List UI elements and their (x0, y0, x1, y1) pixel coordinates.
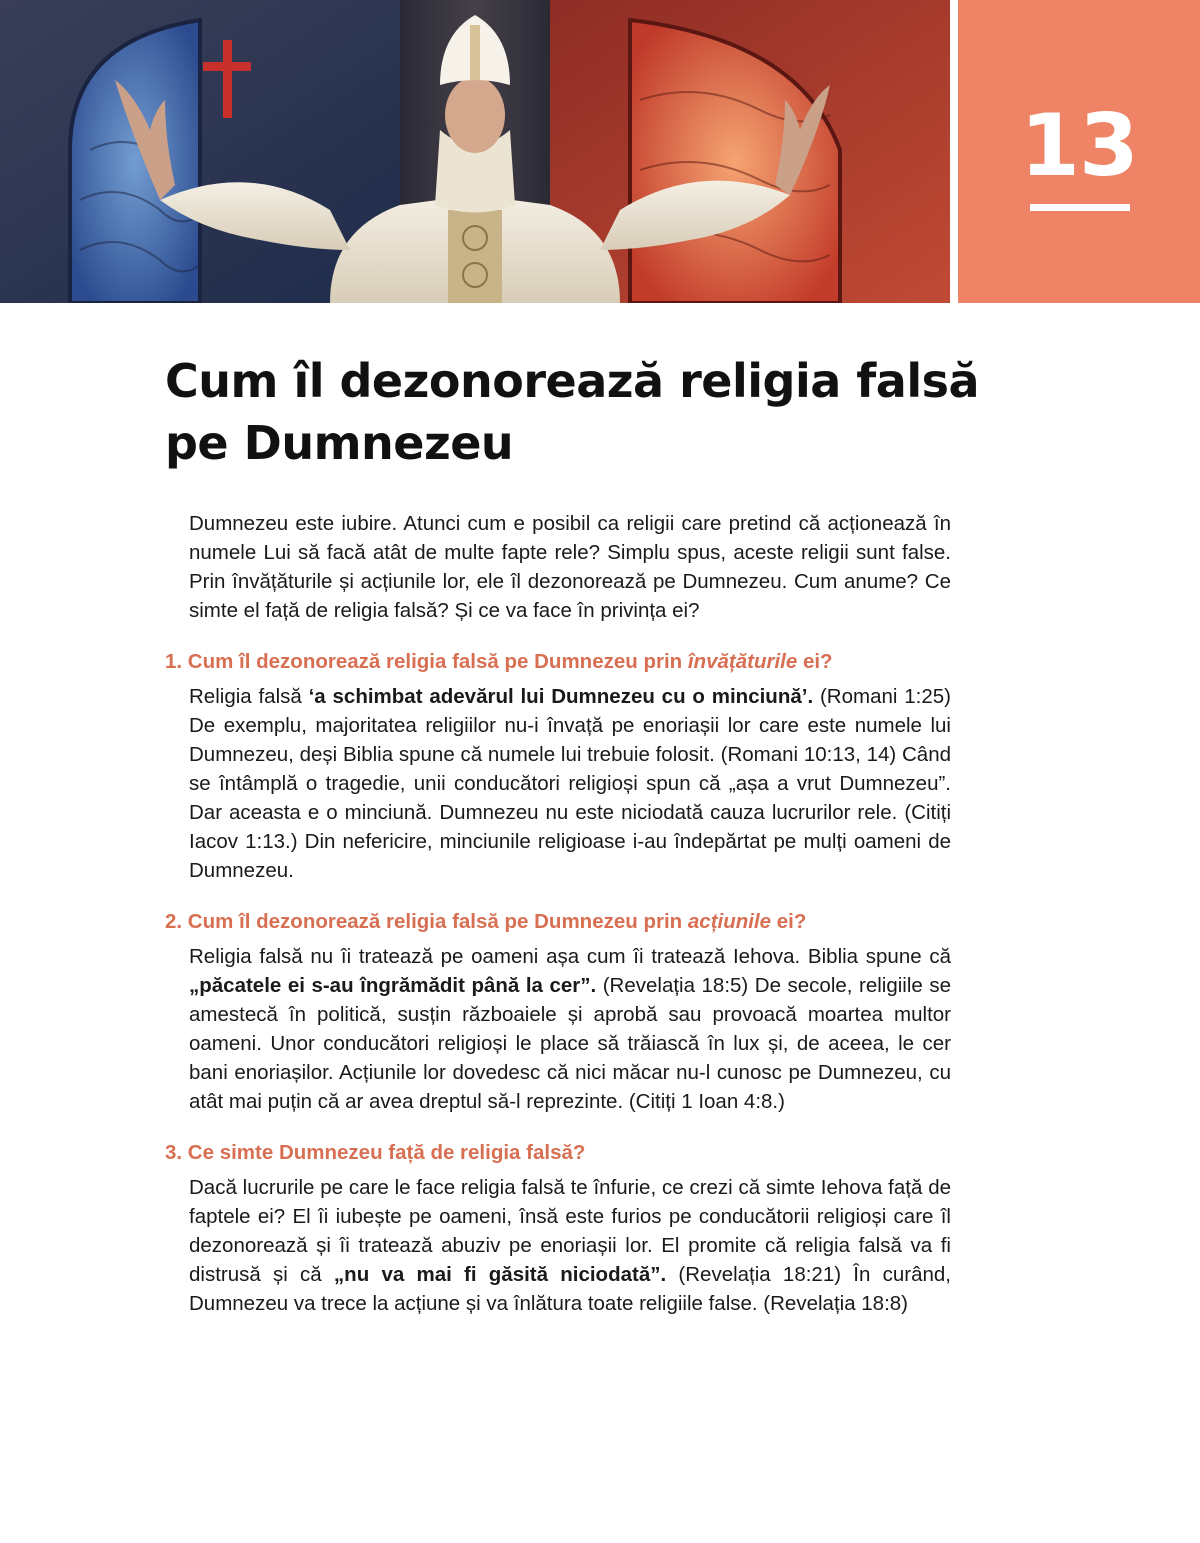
question-heading (165, 907, 951, 936)
question-text-end: ei? (771, 910, 807, 933)
scripture-quote: „păcatele ei s-au îngrămădit până la cer”. (189, 974, 597, 997)
answer-text: Religia falsă nu îi tratează pe oameni așa cum îi tratează Iehova. Biblia spune că (189, 945, 951, 968)
section-2 (165, 907, 951, 1116)
answer-paragraph (189, 682, 951, 885)
page-title-line1: Cum îl dezonorează religia falsă (165, 354, 980, 408)
question-text: 1. Cum îl dezonorează religia falsă pe Dumnezeu prin (165, 650, 688, 673)
question-emphasis: învățăturile (687, 650, 798, 673)
answer-paragraph (189, 942, 951, 1116)
answer-text-end: (Revelația 18:5) De secole, religiile se amestecă în politică, susțin războaiele și aprobă sau provoacă moartea multor oameni. Unor conducători religioși le place să trăiască în lux și, de aceea, le cer bani enoriașilor. Acțiunile lor dovedesc că nici măcar nu-l cunosc pe Dumnezeu, cu atât mai puțin că ar avea dreptul să-l reprezinte. (Citiți 1 Ioan 4:8.) (189, 974, 951, 1113)
answer-text-end: (Romani 1:25) De exemplu, majoritatea religiilor nu-i învață pe enoriașii lor care este numele lui Dumnezeu, deși Biblia spune că numele lui trebuie folosit. (Romani 10:13, 14) Când se întâmplă o tragedie, unii conducători religioși spun că „așa a vrut Dumnezeu”. Dar aceasta e o minciună. Dumnezeu nu este niciodată cauza lucrurilor rele. (Citiți Iacov 1:13.) Din nefericire, minciunile religioase i-au îndepărtat pe mulți oameni de Dumnezeu. (189, 685, 951, 882)
page-title (165, 350, 1025, 474)
hero-illustration (0, 0, 950, 303)
answer-text-end: (Revelația 18:21) În curând, Dumnezeu va trece la acțiune și va înlătura toate religiile false. (Revelația 18:8) (189, 1263, 951, 1315)
page-title-line2: pe Dumnezeu (165, 416, 514, 470)
section-1 (165, 647, 951, 885)
chapter-number: 13 (1020, 96, 1138, 196)
question-emphasis: acțiunile (687, 910, 772, 933)
scripture-quote: ‘a schimbat adevărul lui Dumnezeu cu o minciună’. (308, 685, 814, 708)
answer-paragraph (189, 1173, 951, 1318)
lesson-content (165, 509, 951, 1318)
scripture-quote: „nu va mai fi găsită niciodată”. (333, 1263, 667, 1286)
section-3 (165, 1138, 951, 1318)
question-text: 2. Cum îl dezonorează religia falsă pe Dumnezeu prin (165, 910, 688, 933)
answer-text: Religia falsă (189, 685, 309, 708)
question-heading (165, 647, 951, 676)
intro-paragraph: Dumnezeu este iubire. Atunci cum e posibil ca religii care pretind că acționează în numele Lui să facă atât de multe fapte rele? Simplu spus, aceste religii sunt false. Prin învățăturile și acțiunile lor, ele îl dezonorează pe Dumnezeu. Cum anume? Ce simte el față de religia falsă? Și ce va face în privința ei? (189, 512, 951, 622)
cleric-stained-glass-image (0, 0, 950, 303)
question-text: 3. Ce simte Dumnezeu față de religia falsă? (165, 1141, 586, 1164)
question-heading (165, 1138, 951, 1167)
answer-text: Dacă lucrurile pe care le face religia falsă te înfurie, ce crezi că simte Iehova față de faptele ei? El îi iubește pe oameni, însă este furios pe conducătorii religioși care îl dezonorează și îi tratează abuziv pe enoriașii lor. El promite că religia falsă va fi distrusă și că (189, 1176, 951, 1286)
question-text-end: ei? (797, 650, 833, 673)
chapter-badge (958, 0, 1200, 303)
chapter-underline (1030, 204, 1130, 211)
